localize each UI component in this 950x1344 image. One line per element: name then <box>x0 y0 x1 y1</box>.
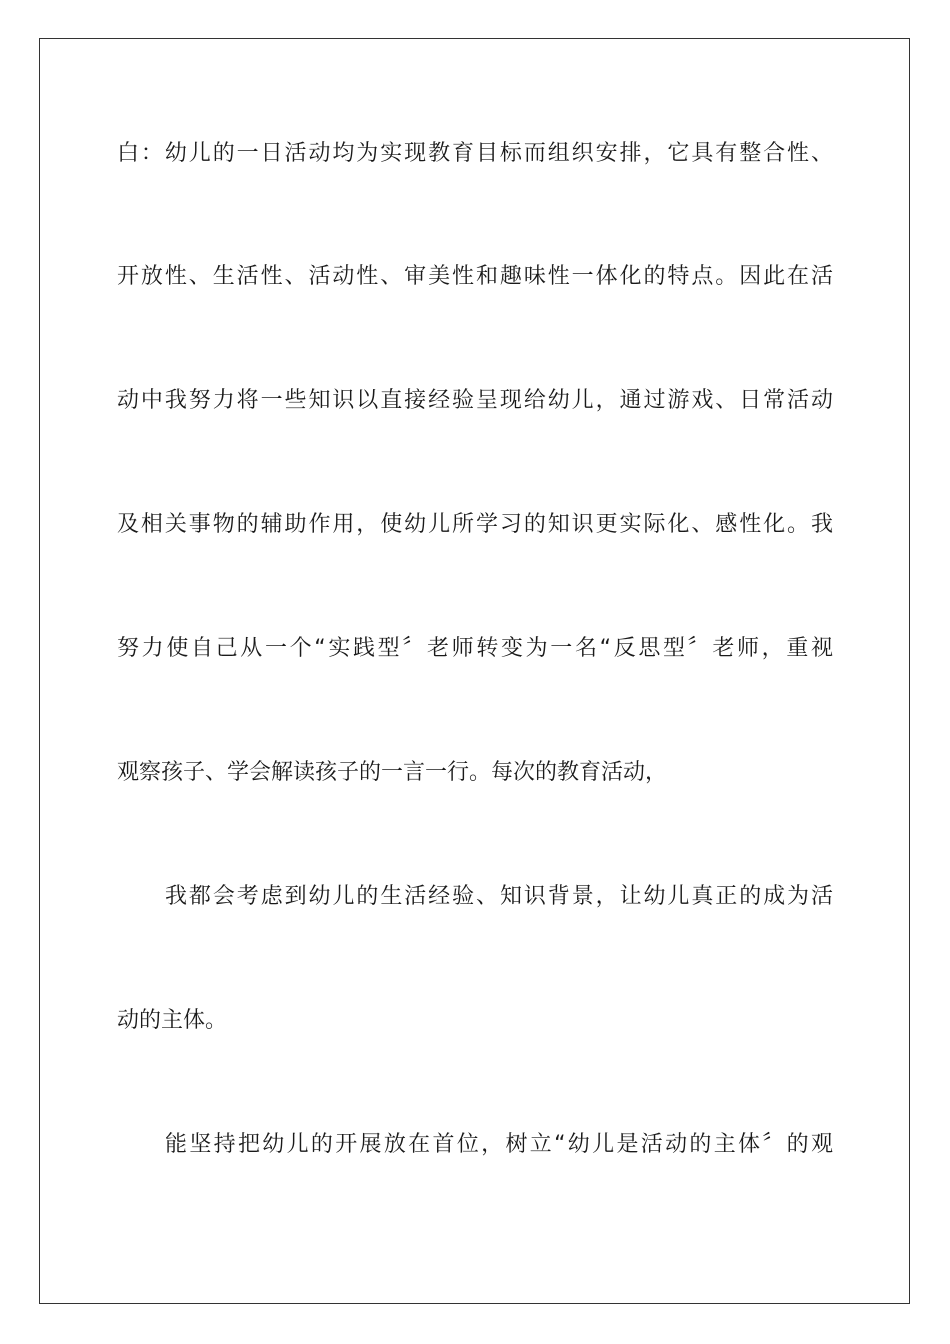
text-line: 动中我努力将一些知识以直接经验呈现给幼儿，通过游戏、日常活动 <box>117 388 833 413</box>
text-line: 动的主体。 <box>117 1008 228 1033</box>
text-line: 开放性、生活性、活动性、审美性和趣味性一体化的特点。因此在活 <box>117 264 833 289</box>
text-line: 白：幼儿的一日活动均为实现教育目标而组织安排，它具有整合性、 <box>117 141 833 166</box>
page-border <box>39 38 910 1304</box>
paragraph-start-line: 能坚持把幼儿的开展放在首位，树立“幼儿是活动的主体〞的观 <box>165 1132 833 1157</box>
paragraph-start-line: 我都会考虑到幼儿的生活经验、知识背景，让幼儿真正的成为活 <box>165 884 833 909</box>
text-line: 及相关事物的辅助作用，使幼儿所学习的知识更实际化、感性化。我 <box>117 512 833 537</box>
text-line: 努力使自己从一个“实践型〞老师转变为一名“反思型〞老师，重视 <box>117 636 833 661</box>
text-line: 观察孩子、学会解读孩子的一言一行。每次的教育活动， <box>117 760 668 785</box>
